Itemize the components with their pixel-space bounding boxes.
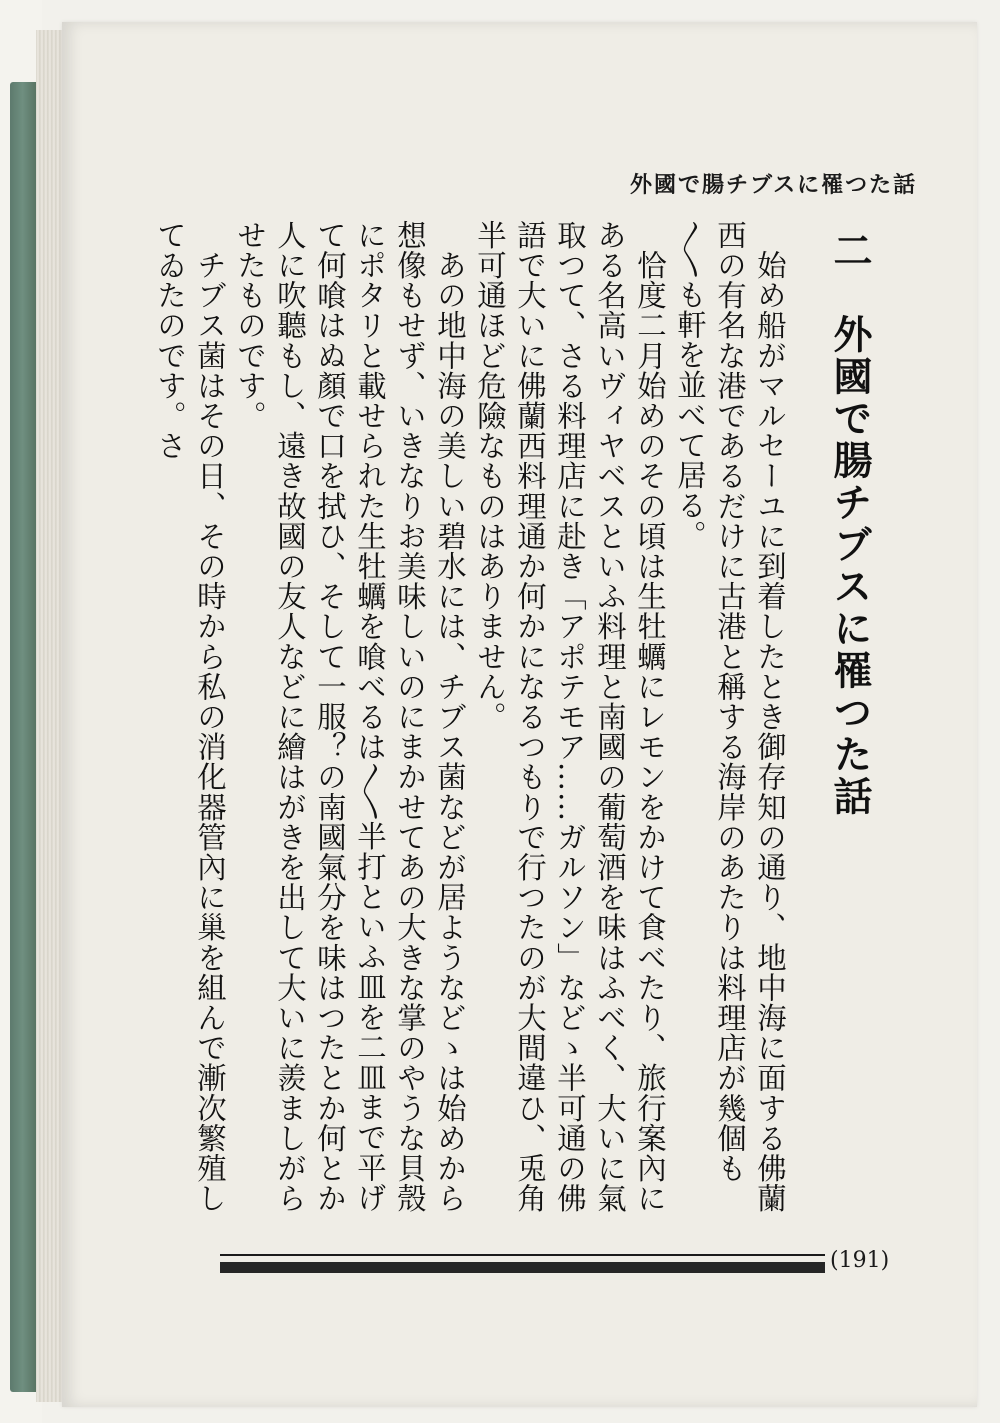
chapter-title: 二 外國で腸チブスに罹つた話 <box>827 230 873 818</box>
paragraph-3: あの地中海の美しい碧水には、チブス菌などが居ようなどゝは始めから想像もせず、いきなりお美味しいのにまかせてあの大きな掌のやうな貝殼にポタリと載せられた生牡蠣を喰べるは〳〵半打といふ皿を二皿まで平げて何喰はぬ顏で口を拭ひ、そして一服？の南國氣分を味はつたとか何とか人に吹聽もし、遠き故國の友人などに繪はがきを出して大いに羨ましがらせたものです。 <box>233 220 467 1214</box>
footer-rule-thick-bar <box>220 1262 825 1273</box>
cloth-spine <box>10 82 38 1392</box>
vertical-text-block <box>153 220 880 1235</box>
paragraph-2: 恰度二月始めのその頃は生牡蠣にレモンをかけて食べたり、旅行案內にある名高いヴィヤベスといふ料理と南國の葡萄酒を味はふべく、大いに氣取つて、さる料理店に赴き「アポテモア……ガルソン」などゝ半可通の佛語で大いに佛蘭西料理通か何かになるつもりで行つたのが大間違ひ、兎角半可通ほど危險なものはありません。 <box>473 220 667 1214</box>
paragraph-1: 始め船がマルセーユに到着したとき御存知の通り、地中海に面する佛蘭西の有名な港であるだけに古港と稱する海岸のあたりは料理店が幾個も〳〵も軒を並べて居る。 <box>673 220 787 1214</box>
footer-rule <box>220 1254 825 1276</box>
paragraph-4: チブス菌はその日、その時から私の消化器管內に巢を組んで漸次繁殖してゐたのです。さ <box>153 220 227 1214</box>
running-head: 外國で腸チブスに罹つた話 <box>630 172 918 198</box>
page-number: (191) <box>830 1248 890 1273</box>
footer-rule-thin-line <box>220 1254 825 1256</box>
